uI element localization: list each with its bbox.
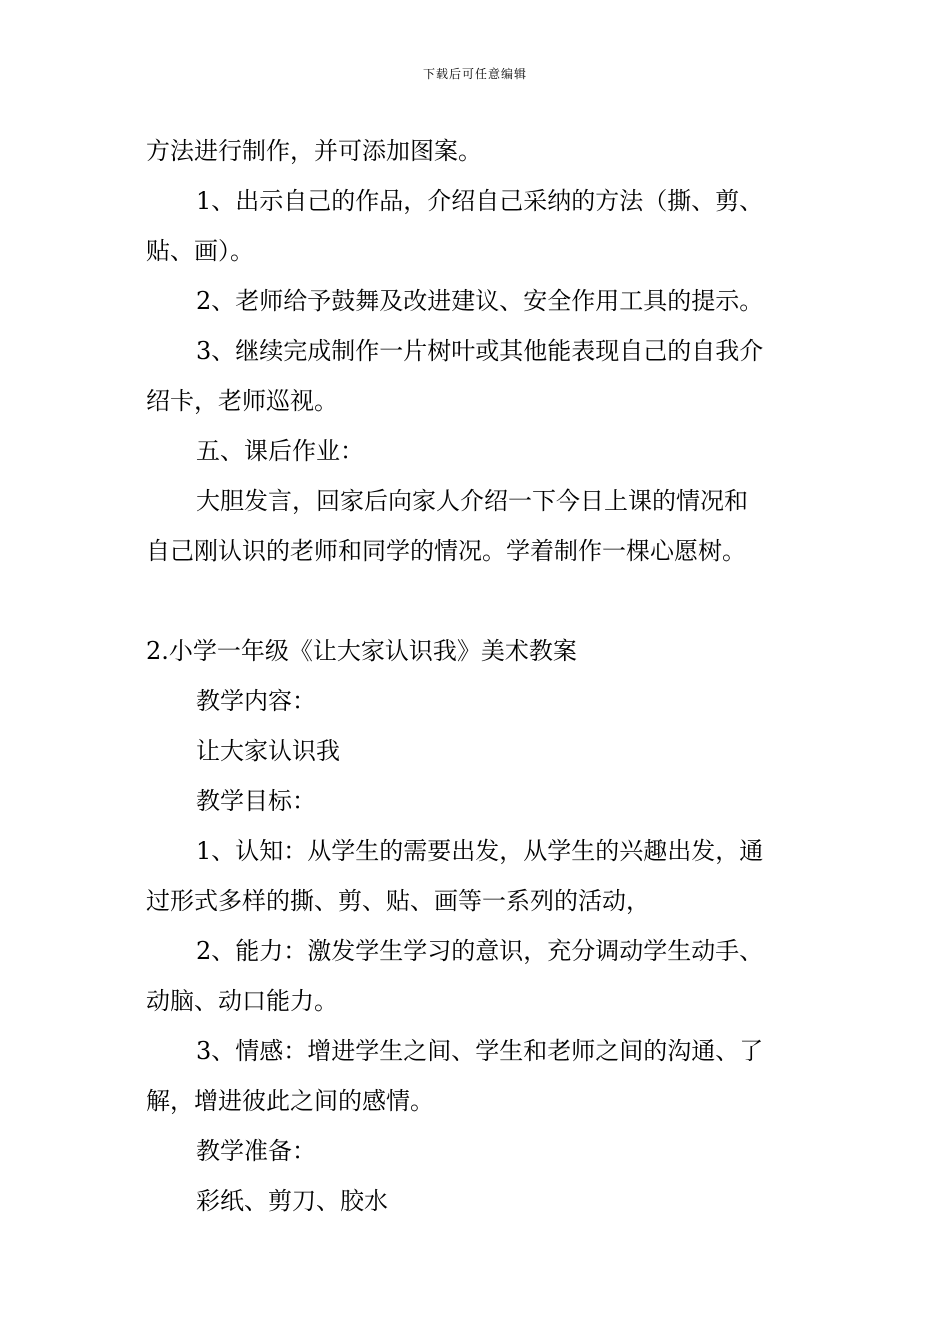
paragraph-line: 3、情感：增进学生之间、学生和老师之间的沟通、了 <box>196 1037 764 1065</box>
section-heading: 教学目标： <box>196 787 316 815</box>
paragraph-line: 过形式多样的撕、剪、贴、画等一系列的活动， <box>146 887 650 915</box>
document-title: 2.小学一年级《让大家认识我》美术教案 <box>146 637 577 665</box>
blank-line <box>146 576 810 626</box>
section-heading: 教学内容： <box>196 687 316 715</box>
paragraph-line: 自己刚认识的老师和同学的情况。学着制作一棵心愿树。 <box>146 537 746 565</box>
paragraph-line: 2、能力：激发学生学习的意识，充分调动学生动手、 <box>196 937 764 965</box>
paragraph-line: 1、出示自己的作品，介绍自己采纳的方法（撕、剪、 <box>196 187 764 215</box>
page-header: 下载后可任意编辑 <box>422 67 527 81</box>
paragraph-line: 方法进行制作，并可添加图案。 <box>146 137 482 165</box>
paragraph-line: 让大家认识我 <box>196 737 340 765</box>
paragraph-line: 绍卡，老师巡视。 <box>146 387 338 415</box>
paragraph-line: 1、认知：从学生的需要出发，从学生的兴趣出发，通 <box>196 837 764 865</box>
section-heading: 教学准备： <box>196 1137 316 1165</box>
paragraph-line: 贴、画）。 <box>146 237 254 265</box>
document-body <box>146 126 810 1226</box>
section-heading: 五、课后作业： <box>196 437 364 465</box>
paragraph-line: 2、老师给予鼓舞及改进建议、安全作用工具的提示。 <box>196 287 764 315</box>
paragraph-line: 解，增进彼此之间的感情。 <box>146 1087 434 1115</box>
paragraph-line: 动脑、动口能力。 <box>146 987 338 1015</box>
paragraph-line: 大胆发言，回家后向家人介绍一下今日上课的情况和 <box>196 487 748 515</box>
paragraph-line: 彩纸、剪刀、胶水 <box>196 1187 388 1215</box>
paragraph-line: 3、继续完成制作一片树叶或其他能表现自己的自我介 <box>196 337 764 365</box>
